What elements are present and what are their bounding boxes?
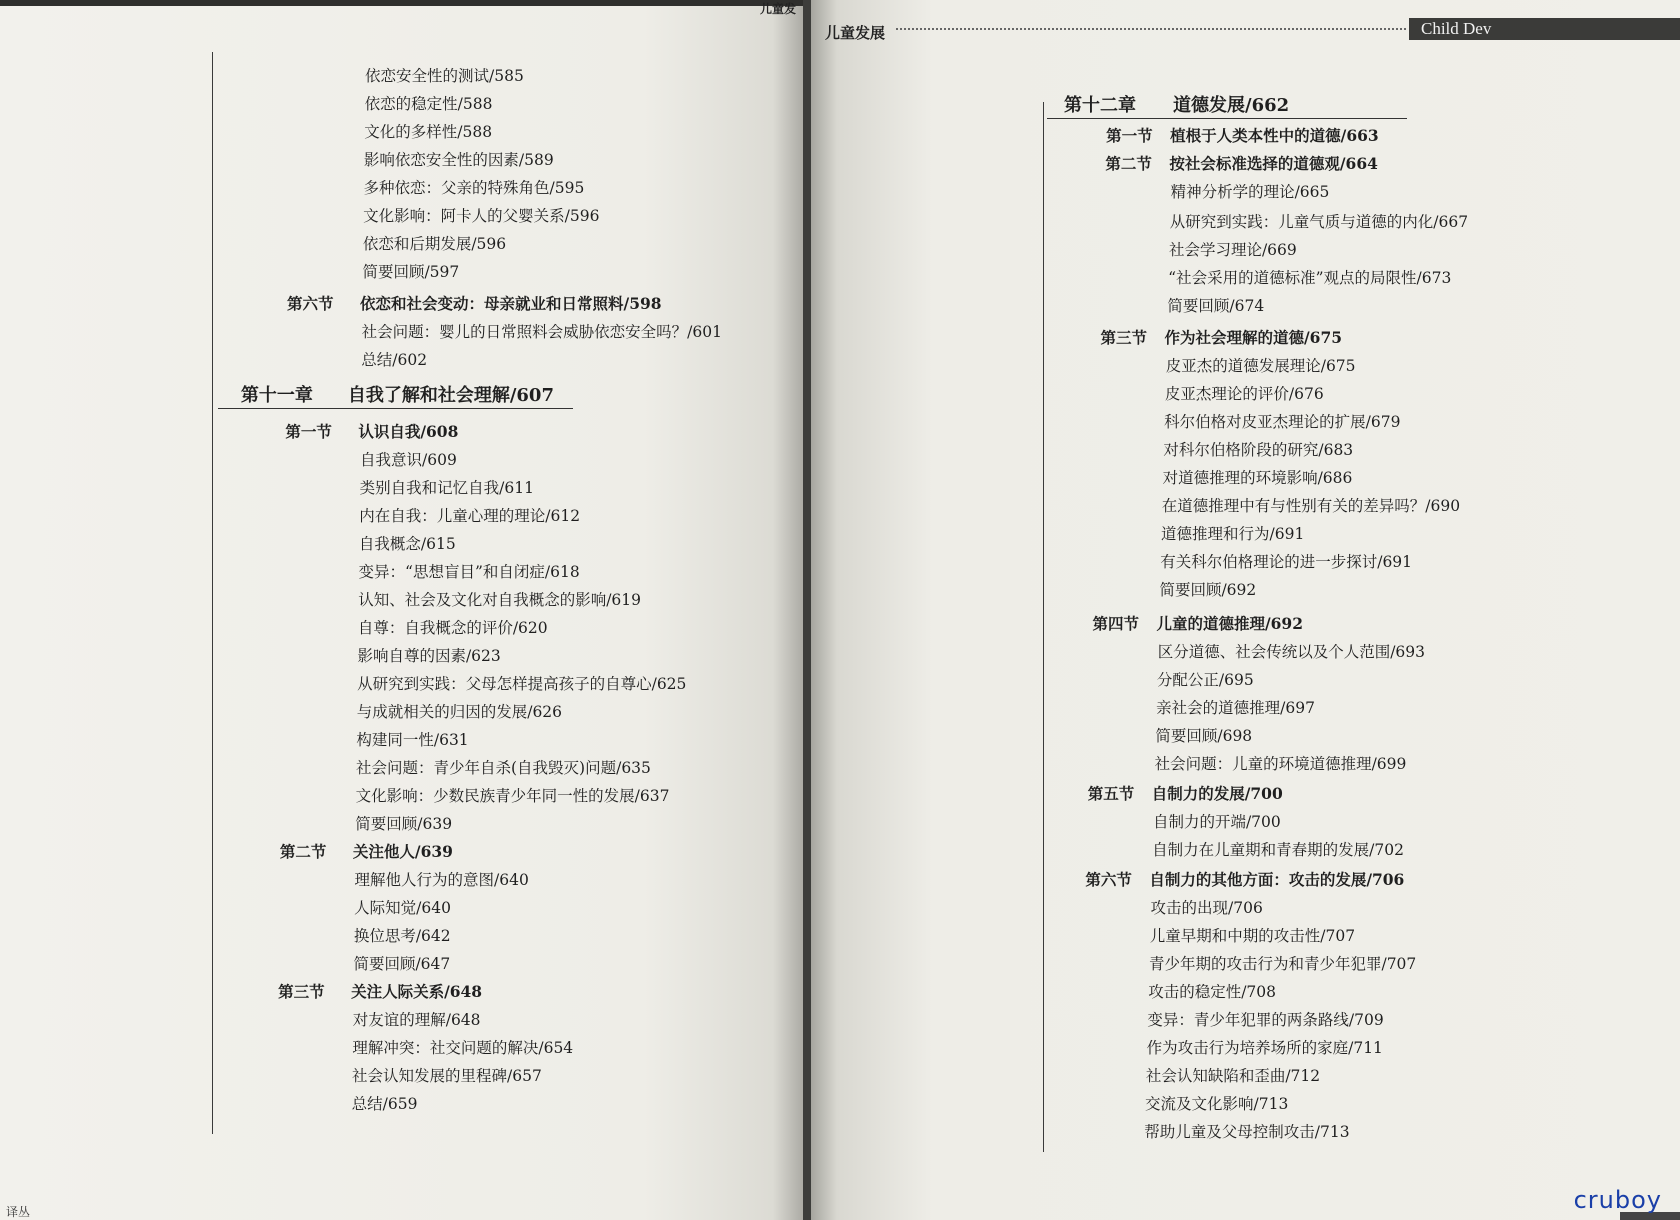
toc-item-title: 社会问题：婴儿的日常照料会威胁依恋安全吗？/601	[361, 323, 722, 341]
toc-item-title: 总结/659	[351, 1095, 418, 1113]
toc-item-title: 文化影响：少数民族青少年同一性的发展/637	[355, 787, 670, 805]
toc-section-title: 关注人际关系/648	[351, 982, 483, 1001]
toc-item-title: 交流及文化影响/713	[1145, 1095, 1289, 1113]
toc-item-title: 自制力的开端/700	[1152, 813, 1281, 831]
chapter-underline	[218, 408, 573, 409]
toc-item-title: 影响依恋安全性的因素/589	[363, 151, 554, 169]
header-band	[0, 0, 805, 6]
chapter-underline	[1047, 118, 1407, 119]
toc-item-title: 总结/602	[361, 351, 428, 369]
left-page	[0, 0, 805, 1220]
header-dotted-rule	[896, 28, 1406, 30]
toc-item-title: 社会问题：青少年自杀(自我毁灭)问题/635	[356, 759, 651, 777]
toc-item-title: 与成就相关的归因的发展/626	[356, 703, 563, 721]
toc-section-label: 第三节	[1100, 328, 1148, 347]
toc-item-title: 简要回顾/647	[353, 955, 451, 973]
toc-item-title: 科尔伯格对皮亚杰理论的扩展/679	[1164, 413, 1401, 431]
toc-section-label: 第六节	[287, 294, 334, 313]
toc-vertical-rule	[212, 52, 213, 1134]
toc-section-title: 依恋和社会变动：母亲就业和日常照料/598	[360, 294, 662, 313]
toc-item-title: 分配公正/695	[1156, 671, 1254, 689]
toc-item-title: “社会采用的道德标准”观点的局限性/673	[1168, 269, 1452, 287]
toc-section-title: 按社会标准选择的道德观/664	[1169, 154, 1378, 173]
toc-section-label: 第六节	[1085, 870, 1132, 889]
running-header-title: 儿童发展	[825, 24, 886, 42]
toc-item-title: 对道德推理的环境影响/686	[1162, 469, 1353, 487]
toc-item-title: 有关科尔伯格理论的进一步探讨/691	[1160, 553, 1413, 571]
toc-item-title: 从研究到实践：父母怎样提高孩子的自尊心/625	[357, 675, 687, 693]
toc-item-title: 自尊：自我概念的评价/620	[357, 619, 548, 637]
toc-vertical-rule	[1043, 102, 1044, 1152]
watermark: cruboy	[1573, 1186, 1662, 1214]
toc-section-title: 自制力的其他方面：攻击的发展/706	[1149, 870, 1405, 889]
footer-series: 译丛	[6, 1205, 31, 1219]
toc-section-label: 第三节	[278, 982, 325, 1001]
toc-item-title: 作为攻击行为培养场所的家庭/711	[1146, 1039, 1383, 1057]
toc-section-title: 关注他人/639	[352, 842, 453, 861]
toc-item-title: 类别自我和记忆自我/611	[359, 479, 534, 497]
toc-item-title: 变异：青少年犯罪的两条路线/709	[1147, 1011, 1384, 1029]
toc-item-title: 文化的多样性/588	[364, 123, 493, 141]
toc-chapter-label: 第十一章	[240, 385, 313, 406]
toc-item-title: 换位思考/642	[353, 927, 451, 945]
toc-item-title: 认知、社会及文化对自我概念的影响/619	[358, 591, 641, 609]
toc-item-title: 自我意识/609	[360, 451, 457, 469]
toc-item-title: 自我概念/615	[358, 535, 456, 553]
toc-item-title: 区分道德、社会传统以及个人范围/693	[1157, 643, 1426, 661]
toc-item-title: 皮亚杰理论的评价/676	[1164, 385, 1324, 403]
toc-item-title: 人际知觉/640	[354, 899, 451, 917]
running-header-en: Child Dev	[1409, 18, 1680, 40]
toc-item-title: 从研究到实践：儿童气质与道德的内化/667	[1169, 213, 1469, 231]
toc-item-title: 道德推理和行为/691	[1161, 525, 1305, 543]
right-page	[811, 0, 1680, 1220]
toc-section-title: 认识自我/608	[358, 422, 459, 441]
toc-item-title: 内在自我：儿童心理的理论/612	[359, 507, 581, 525]
toc-item-title: 对科尔伯格阶段的研究/683	[1163, 441, 1354, 459]
toc-item-title: 变异：“思想盲目”和自闭症/618	[358, 563, 580, 581]
toc-item-title: 攻击的出现/706	[1150, 899, 1263, 917]
toc-item-title: 社会学习理论/669	[1168, 241, 1297, 259]
toc-item-title: 社会认知缺陷和歪曲/712	[1145, 1067, 1321, 1085]
toc-item-title: 多种依恋：父亲的特殊角色/595	[363, 179, 585, 197]
toc-item-title: 青少年期的攻击行为和青少年犯罪/707	[1148, 955, 1417, 973]
toc-item-title: 理解他人行为的意图/640	[354, 871, 529, 889]
toc-item-title: 构建同一性/631	[356, 731, 469, 749]
toc-chapter-title: 道德发展/662	[1173, 95, 1290, 116]
toc-item-title: 亲社会的道德推理/697	[1156, 699, 1315, 717]
toc-item-title: 攻击的稳定性/708	[1148, 983, 1276, 1001]
toc-item-title: 儿童早期和中期的攻击性/707	[1149, 927, 1356, 945]
toc-item-title: 简要回顾/674	[1167, 297, 1265, 315]
toc-item-title: 精神分析学的理论/665	[1170, 183, 1330, 201]
toc-item-title: 理解冲突：社交问题的解决/654	[352, 1039, 574, 1057]
toc-item-title: 依恋和后期发展/596	[362, 235, 507, 253]
toc-chapter-title: 自我了解和社会理解/607	[347, 385, 554, 406]
toc-section-label: 第一节	[285, 422, 332, 441]
toc-section-label: 第二节	[279, 842, 327, 861]
toc-item-title: 简要回顾/692	[1159, 581, 1257, 599]
toc-item-title: 简要回顾/639	[355, 815, 453, 833]
toc-item-title: 对友谊的理解/648	[352, 1011, 481, 1029]
toc-section-title: 植根于人类本性中的道德/663	[1170, 126, 1379, 145]
toc-item-title: 自制力在儿童期和青春期的发展/702	[1152, 841, 1404, 859]
toc-item-title: 影响自尊的因素/623	[357, 647, 501, 665]
toc-section-label: 第五节	[1087, 784, 1135, 803]
toc-chapter-label: 第十二章	[1064, 95, 1136, 116]
header-tab: 儿童发	[760, 2, 797, 16]
toc-item-title: 帮助儿童及父母控制攻击/713	[1144, 1123, 1350, 1141]
toc-section-label: 第四节	[1092, 614, 1139, 633]
toc-item-title: 社会认知发展的里程碑/657	[352, 1067, 542, 1085]
toc-item-title: 文化影响：阿卡人的父婴关系/596	[363, 207, 600, 225]
toc-section-title: 自制力的发展/700	[1151, 784, 1283, 803]
toc-section-label: 第一节	[1106, 126, 1153, 145]
toc-item-title: 皮亚杰的道德发展理论/675	[1165, 357, 1356, 375]
toc-item-title: 简要回顾/597	[362, 263, 460, 281]
toc-item-title: 在道德推理中有与性别有关的差异吗？/690	[1161, 497, 1461, 515]
toc-item-title: 依恋安全性的测试/585	[365, 67, 524, 85]
toc-section-label: 第二节	[1105, 154, 1152, 173]
toc-section-title: 作为社会理解的道德/675	[1164, 328, 1343, 347]
toc-item-title: 简要回顾/698	[1155, 727, 1253, 745]
toc-section-title: 儿童的道德推理/692	[1156, 614, 1304, 633]
toc-item-title: 社会问题：儿童的环境道德推理/699	[1154, 755, 1407, 773]
toc-item-title: 依恋的稳定性/588	[364, 95, 493, 113]
